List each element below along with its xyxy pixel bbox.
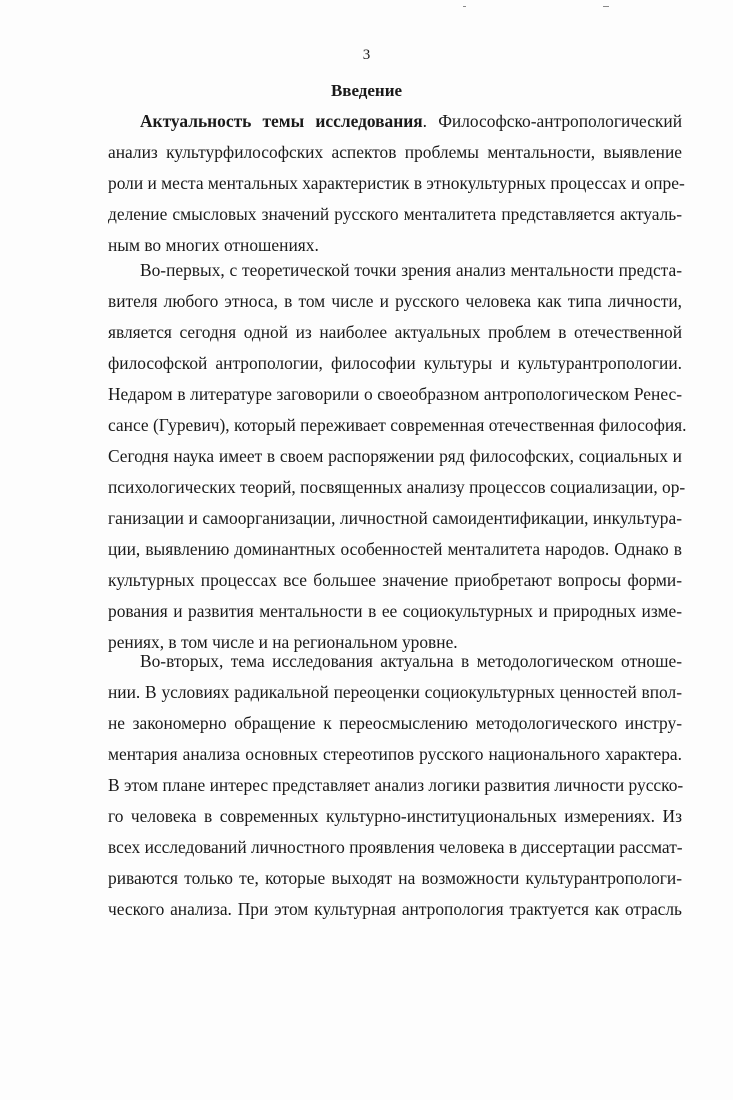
text-line: рования и развития ментальности в ее социокультурных и природных изме- — [108, 601, 682, 621]
section-heading: Введение — [330, 81, 403, 100]
text-line: анализ культурфилософских аспектов проблемы ментальности, выявление — [108, 142, 682, 162]
text-line: культурных процессах все большее значение приобретают вопросы форми- — [108, 570, 682, 590]
text-line: ганизации и самоорганизации, личностной самоидентификации, инкультура- — [108, 508, 682, 528]
text-line: Во-первых, с теоретической точки зрения анализ ментальности предста- — [140, 260, 682, 280]
text-line: роли и места ментальных характеристик в этнокультурных процессах и опре- — [108, 173, 685, 193]
text-line: является сегодня одной из наиболее актуальных проблем в отечественной — [108, 322, 682, 342]
text-line: Во-вторых, тема исследования актуальна в методологическом отноше- — [140, 651, 682, 671]
text-line: ным во многих отношениях. — [108, 235, 319, 255]
text-line: В этом плане интерес представляет анализ логики развития личности русско- — [108, 775, 684, 795]
scan-artifact — [463, 6, 466, 7]
text-line: ции, выявлению доминантных особенностей менталитета народов. Однако в — [108, 539, 682, 559]
text-line: не закономерно обращение к переосмыслению методологического инстру- — [108, 713, 682, 733]
text-line: деление смысловых значений русского менталитета представляется актуаль- — [108, 204, 682, 224]
text-line: Недаром в литературе заговорили о своеобразном антропологическом Ренес- — [108, 384, 682, 404]
page-number: 3 — [362, 47, 371, 63]
text-line: вителя любого этноса, в том числе и русского человека как типа личности, — [108, 291, 682, 311]
text-line: философской антропологии, философии культуры и культурантропологии. — [108, 353, 682, 373]
text-line: нии. В условиях радикальной переоценки социокультурных ценностей впол- — [108, 682, 682, 702]
text-line: ческого анализа. При этом культурная антропология трактуется как отрасль — [108, 899, 682, 919]
paragraph-relevance — [108, 106, 685, 261]
text-line: психологических теорий, посвященных анализу процессов социализации, ор- — [108, 477, 686, 497]
text-line-content: . Философско-антропологический — [422, 111, 682, 131]
paragraph-firstly — [108, 255, 687, 658]
text-line: сансе (Гуревич), который переживает современная отечественная философия. — [108, 415, 687, 435]
text-line: го человека в современных культурно-институциональных измерениях. Из — [108, 806, 682, 826]
text-line: ментария анализа основных стереотипов русского национального характера. — [108, 744, 682, 764]
text-line: всех исследований личностного проявления человека в диссертации рассмат- — [108, 837, 683, 857]
lead-bold-phrase: Актуальность темы исследования — [140, 111, 423, 131]
text-line: Сегодня наука имеет в своем распоряжении ряд философских, социальных и — [108, 446, 682, 466]
text-line: риваются только те, которые выходят на возможности культурантропологи- — [108, 868, 682, 888]
text-line: рениях, в том числе и на региональном уровне. — [108, 632, 458, 652]
paragraph-secondly — [108, 646, 682, 925]
scan-artifact — [603, 6, 609, 7]
text-line — [108, 106, 682, 137]
